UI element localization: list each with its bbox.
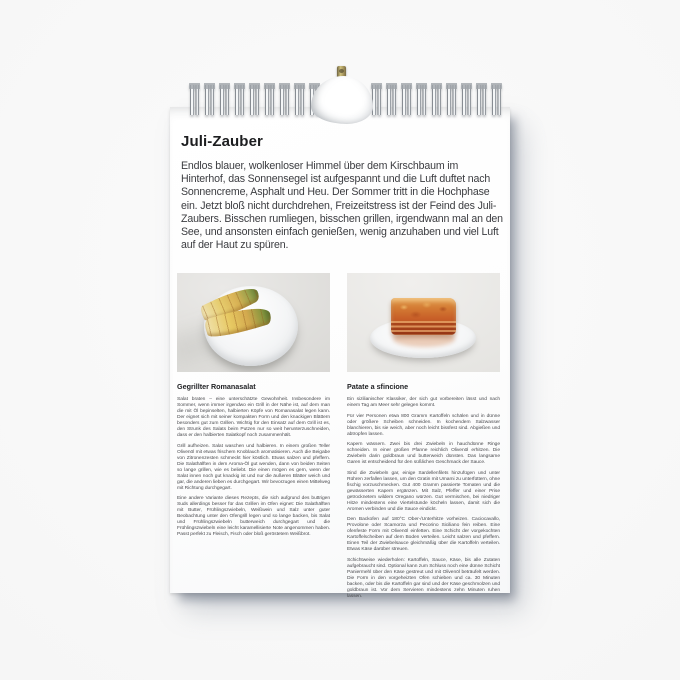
photo-potato-gratin bbox=[347, 273, 500, 372]
recipe-column-romanasalat bbox=[177, 382, 330, 604]
page-title: Juli-Zauber bbox=[181, 133, 263, 150]
recipe-column-patate bbox=[347, 382, 500, 604]
wire-binding-right-icon bbox=[369, 85, 504, 115]
recipe-paragraph: Salat braten – eine unterschätzte Gewohnheit. Insbesondere im Sommer, wenn immer irgendwo ein Grill in der Nähe ist, auf dem man die mit Öl bepinselten, halbierten Köpfe von Romanasalat legen kann. Der eignet sich mit seiner kompakten Form und den knackigen Blättern besonders gut zum Grillen. Wichtig für den Einsatz auf dem Grill ist es, den Strunk des Salats beim Putzen nur so weit herunterzuschneiden, dass er den halbierten Salatkopf noch zusammenhält. bbox=[177, 397, 330, 438]
recipe-paragraph: Ein sizilianischer Klassiker, der sich gut vorbereiten lässt und nach einem Tag am Meer sehr gelegen kommt. bbox=[347, 397, 500, 408]
recipe-paragraph: Schichtweise wiederholen: Kartoffeln, Sauce, Käse, bis alle Zutaten aufgebraucht sind. Optional kann zum Schluss noch eine dünne Schicht Paniermehl über den Käse gestreut und mit Olivenöl beträufelt werden. Die Form in den vorgeheizten Ofen schieben und ca. 30 Minuten backen, oder bis die Kartoffeln gar sind und der Käse geschmolzen und goldbraun ist. Vor dem Servieren mindestens zehn Minuten ruhen lassen. bbox=[347, 557, 500, 599]
intro-text: Endlos blauer, wolkenloser Himmel über dem Kirschbaum im Hinterhof, das Sonnensegel ist aufgespannt und die Luft duftet nach Sonnencreme, Asphalt und Heu. Der Sommer tritt in die Hochphase ein. Jetzt bloß nicht durchdrehen, Freizeitstress ist der Feind des Juli-Zaubers. Bisschen rumliegen, bisschen grillen, irgendwann mal an den See, und ansonsten einfach genießen, wenig anzuhaben und viel Luft auf der Haut zu spüren. bbox=[181, 160, 503, 252]
recipe-columns bbox=[177, 382, 500, 604]
page-content bbox=[170, 107, 510, 599]
recipe-paragraph: Eine andere Variante dieses Rezepts, die sich aufgrund des buttrigen Suds allerdings besser für das Grillen im Ofen eignet: Die Salathälften mit Butter, Frühlingszwiebeln, Weißwein und Salz unter guter Beobachtung unter den Ofengrill legen und so lange backen, bis Salat und Frühlingszwiebeln butterweich durchgegart und die Frühlingszwiebeln eine leicht karamellisierte Note angenommen haben. Passt perfekt zu Fleisch, Fisch oder bloß geröstetem Weißbrot. bbox=[177, 496, 330, 537]
recipe-title: Gegrillter Romanasalat bbox=[177, 382, 256, 391]
recipe-paragraph: Für vier Personen etwa 800 Gramm Kartoffeln schälen und in dünne oder größere Scheiben schneiden. In kochendem Salzwasser blanchieren, bis sie weich, aber noch leicht bissfest sind. Abgießen und abtropfen lassen. bbox=[347, 413, 500, 437]
wire-binding-left-icon bbox=[187, 85, 332, 115]
calendar-page bbox=[170, 107, 510, 599]
recipe-paragraph: Grill aufheizen. Salat waschen und halbieren. In einem großen Teller Olivenöl mit etwas frischem Knoblauch aromatisieren. Auch die Beigabe von Zitronenzesten schmeckt hier köstlich. Etwas salzen und pfeffern. Die Salathälften in dem Aroma-Öl gut wenden, dann von beiden Seiten so lange grillen, wie es beliebt. Die einen mögen es gern, wenn der Salat innen noch gut knackig ist und nur die äußeren Blätter weich und gar, die anderen lieben es durchgegart. Wir bevorzugen einen Mittelweg mit Richtung durchgegart. bbox=[177, 443, 330, 491]
recipe-paragraph: Sind die Zwiebeln gar, einige Sardellenfilets hinzufügen und unter Rühren zerfallen lassen, um den Gratin mit Umami zu unterfüttern, ohne fischig vorzuschmecken. Gut 400 Gramm passierte Tomaten und die gewässerten Kapern ergänzen. Mit Salz, Pfeffer und einer Prise getrocknetem wildem Oregano würzen. Gut vermischen, bei niedriger Hitze mindestens eine Viertelstunde köcheln lassen, damit sich die Aromen verbinden und die Sauce eindickt. bbox=[347, 470, 500, 512]
gratin-slice bbox=[391, 298, 456, 335]
recipe-paragraph: Den Backofen auf 180°C Ober-/Unterhitze vorheizen. Caciocavallo, Provolone oder Scamorza und Pecorino Siciliano fein reiben. Eine ofenfeste Form mit Olivenöl einfetten. Eine Schicht der vorgekochten Kartoffelscheiben auf dem Boden verteilen. Leicht salzen und pfeffern. Einen Teil der Zwiebelsauce gleichmäßig über die Kartoffeln verteilen. Etwas Käse darüber streuen. bbox=[347, 517, 500, 552]
photo-grilled-romaine bbox=[177, 273, 330, 372]
recipe-paragraph: Kapern wässern. Zwei bis drei Zwiebeln in hauchdünne Ringe schneiden. In einer großen Pfanne reichlich Olivenöl erhitzen. Die Zwiebeln darin goldbraun und butterweich dünsten. Das langsame Garen ist entscheidend für den süßlichen Geschmack der Sauce. bbox=[347, 442, 500, 465]
photo-row bbox=[177, 273, 500, 372]
recipe-title: Patate a sfincione bbox=[347, 382, 409, 391]
